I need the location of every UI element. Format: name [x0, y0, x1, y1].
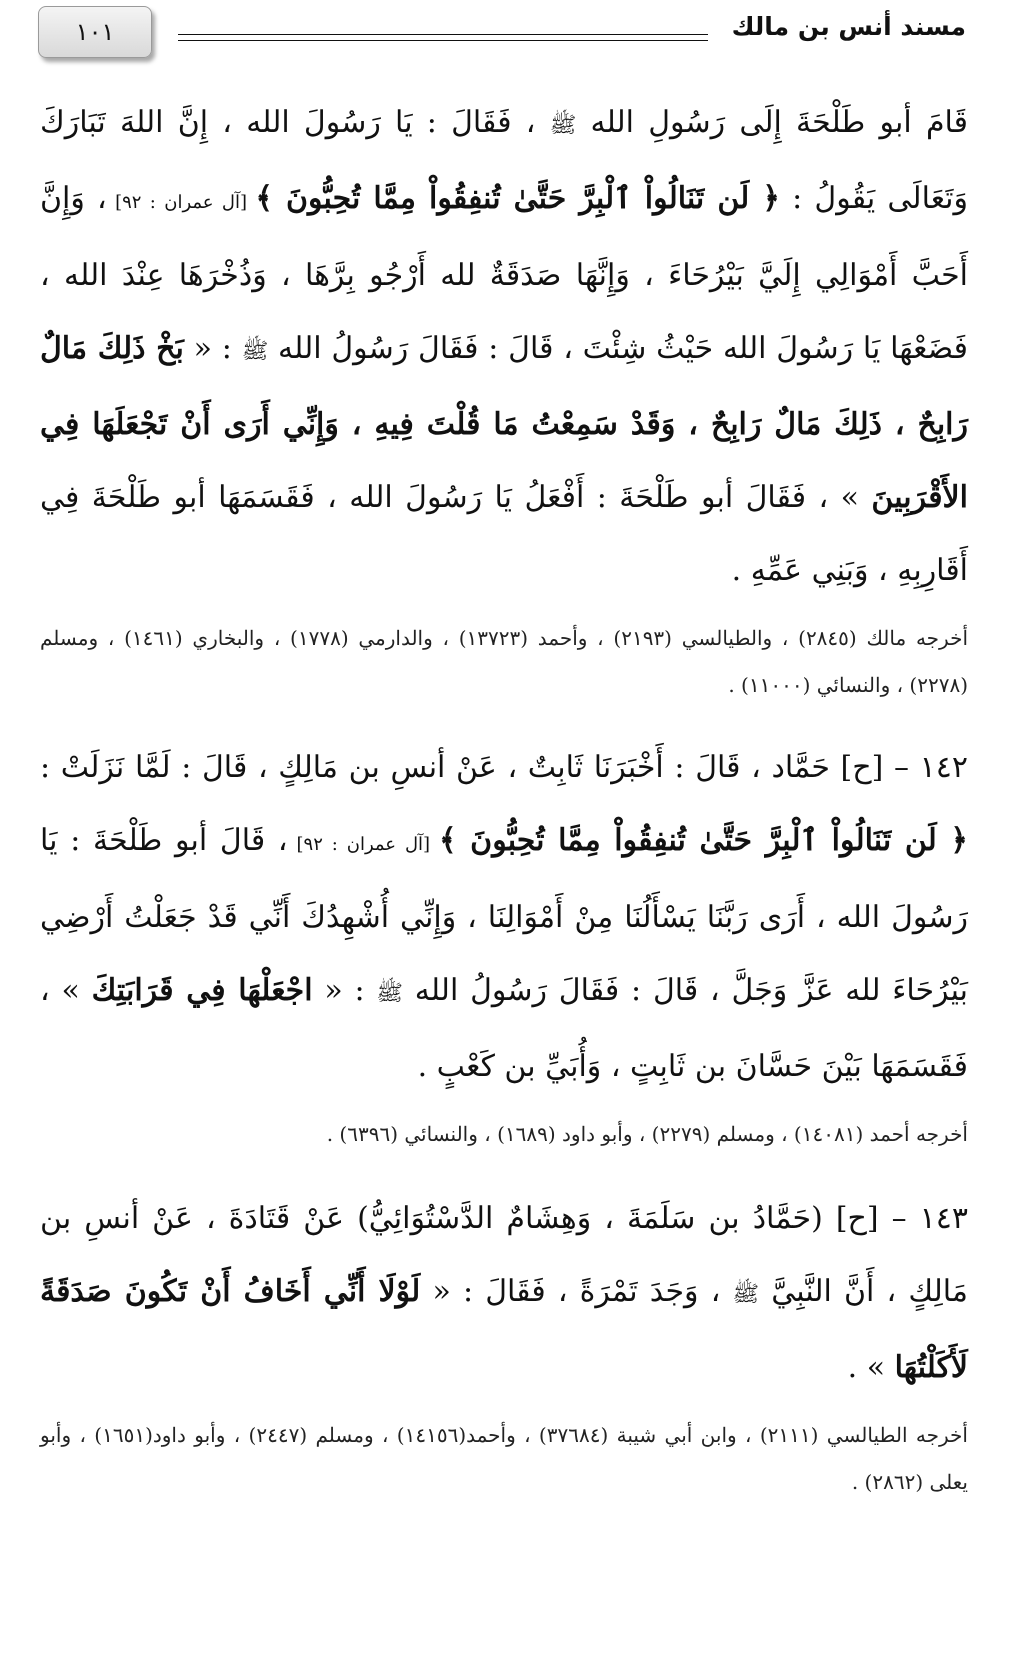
text-segment: ، وَجَدَ تَمْرَةً ، فَقَالَ : « [420, 1274, 733, 1309]
honorific-symbol: ﷺ [732, 1282, 760, 1307]
continuation-paragraph [40, 86, 968, 607]
honorific-symbol: ﷺ [241, 339, 269, 364]
prophetic-saying: اجْعَلْهَا فِي قَرَابَتِكَ [91, 973, 313, 1008]
prophetic-saying: بَخْ ذَلِكَ مَالٌ رَابِحٌ ، ذَلِكَ مَالٌ رَابِحٌ ، وَقَدْ سَمِعْتُ مَا قُلْتَ فِيهِ ، وَإِنِّي أَرَى أَنْ تَجْعَلَهَا فِي الأَقْرَبِينَ [40, 331, 968, 515]
page-header [0, 0, 1010, 80]
header-rule [178, 34, 708, 41]
verse-reference: [آل عمران : ٩٢] [287, 834, 439, 855]
hadith-number: ١٤٣ [919, 1201, 968, 1236]
text-segment: : « [183, 331, 242, 366]
text-segment: ، وَإِنَّ أَحَبَّ أَمْوَالِي إِلَيَّ بَيْرُحَاءَ ، وَإِنَّهَا صَدَقَةٌ لله أَرْجُو بِرَّهَا ، وَذُخْرَهَا عِنْدَ الله ، فَضَعْهَا يَا رَسُولَ الله حَيْثُ شِئْتَ ، قَالَ : فَقَالَ رَسُولُ الله [40, 181, 968, 366]
text-segment: » ، فَقَسَمَهَا بَيْنَ حَسَّانَ بن ثَابِتٍ ، وَأُبَيِّ بن كَعْبٍ . [40, 973, 968, 1084]
hadith-143 [40, 1182, 968, 1404]
hadith-number: ١٤٢ [919, 750, 968, 785]
quran-verse: ﴿ لَن تَنَالُواْ ٱلْبِرَّ حَتَّىٰ تُنفِقُواْ مِمَّا تُحِبُّونَ ﴾ [438, 823, 968, 858]
honorific-symbol: ﷺ [549, 113, 577, 138]
page-body [40, 86, 968, 1506]
takhrij-note: أخرجه مالك (٢٨٤٥) ، والطيالسي (٢١٩٣) ، وأحمد (١٣٧٢٣) ، والدارمي (١٧٧٨) ، والبخاري (١٤٦١) ، ومسلم (٢٢٧٨) ، والنسائي (١١٠٠٠) . [40, 626, 968, 697]
text-segment: » . [847, 1350, 895, 1385]
honorific-symbol: ﷺ [376, 981, 403, 1006]
takhrij-note: أخرجه الطيالسي (٢١١١) ، وابن أبي شيبة (٣٧٦٨٤) ، وأحمد(١٤١٥٦) ، ومسلم (٢٤٤٧) ، وأبو داود(١٦٥١) ، وأبو يعلى (٢٨٦٢) . [40, 1423, 968, 1494]
text-segment: – [ح] (حَمَّادُ بن سَلَمَةَ ، وَهِشَامٌ الدَّسْتُوَائِيُّ) عَنْ قَتَادَةَ ، عَنْ أنسِ بن مَالِكٍ ، أَنَّ النَّبِيَّ [40, 1201, 968, 1309]
running-title: مسند أنس بن مالك [731, 12, 966, 41]
text-segment: ، فَقَالَ : يَا رَسُولَ الله ، إِنَّ اللهَ تَبَارَكَ وَتَعَالَى يَقُولُ : [40, 105, 969, 216]
text-segment: ، قَالَ أبو طَلْحَةَ : يَا رَسُولَ الله ، أَرَى رَبَّنَا يَسْأَلُنَا مِنْ أَمْوَالِنَا ، وَإِنِّي أُشْهِدُكَ أَنِّي قَدْ جَعَلْتُ أَرْضِي بَيْرُحَاءَ لله عَزَّ وَجَلَّ ، قَالَ : فَقَالَ رَسُولُ الله [40, 823, 969, 1008]
text-segment: » ، فَقَالَ أبو طَلْحَةَ : أَفْعَلُ يَا رَسُولَ الله ، فَقَسَمَهَا أبو طَلْحَةَ فِي أَقَارِبِهِ ، وَبَنِي عَمِّهِ . [40, 480, 968, 588]
quran-verse: ﴿ لَن تَنَالُواْ ٱلْبِرَّ حَتَّىٰ تُنفِقُواْ مِمَّا تُحِبُّونَ ﴾ [255, 181, 780, 216]
hadith-142 [40, 731, 968, 1103]
text-segment: : « [312, 973, 377, 1008]
prophetic-saying: لَوْلَا أَنِّي أَخَافُ أَنْ تَكُونَ صَدَقَةً لَأَكَلْتُهَا [40, 1274, 968, 1385]
text-segment: – [ح] حَمَّاد ، قَالَ : أَخْبَرَنَا ثَابِتٌ ، عَنْ أنسِ بن مَالِكٍ ، قَالَ : لَمَّا نَزَلَتْ : [40, 750, 920, 785]
page-number: ١٠١ [38, 6, 152, 58]
text-segment: قَامَ أبو طَلْحَةَ إِلَى رَسُولِ الله [576, 105, 968, 140]
verse-reference: [آل عمران : ٩٢] [106, 192, 256, 213]
takhrij-note: أخرجه أحمد (١٤٠٨١) ، ومسلم (٢٢٧٩) ، وأبو داود (١٦٨٩) ، والنسائي (٦٣٩٦) . [326, 1122, 968, 1146]
